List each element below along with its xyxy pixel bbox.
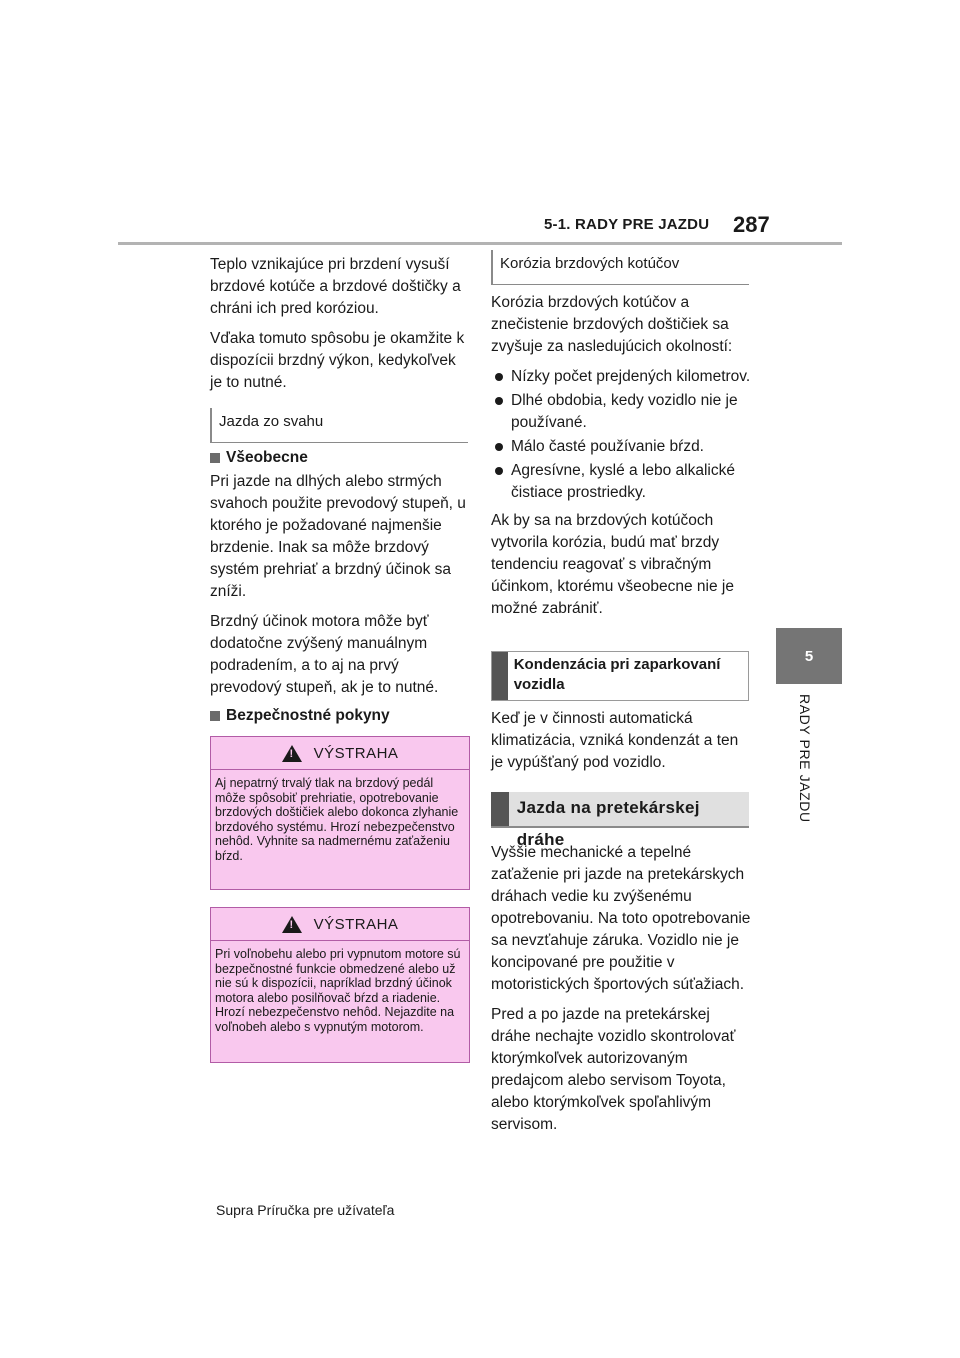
track-heading-label: Jazda na pretekárskej dráhe [516, 798, 700, 849]
condensation-paragraph: Keď je v činnosti automatická klimatizácia, vzniká kondenzát a ten je vypúšťaný pod vozidlo. [491, 710, 739, 771]
square-bullet-icon [210, 711, 220, 721]
warning-box-1 [210, 736, 470, 890]
corrosion-heading: Korózia brzdových kotúčov [491, 250, 749, 285]
page-number: 287 [733, 212, 770, 237]
track-heading-box [491, 792, 749, 849]
footer-text: Supra Príručka pre užívateľa [216, 1202, 395, 1218]
square-bullet-icon [210, 453, 220, 463]
track-section [491, 842, 751, 1144]
condensation-heading [491, 651, 749, 701]
condensation-heading-label: Kondenzácia pri zaparkovaní vozidla [513, 656, 721, 693]
general-paragraph-1: Pri jazde na dlhých alebo strmých svahoch použite prevodový stupeň, u ktorého je požadované najmenšie brzdenie. Inak sa môže brzdový systém prehriať a brzdný účinok sa zníži. [210, 473, 466, 600]
header-rule [118, 242, 842, 245]
warning-header-1 [211, 737, 469, 770]
general-paragraph-2: Brzdný účinok motora môže byť dodatočne zvýšený manuálnym podradením, a to aj na prvý prevodový stupeň, ak je to nutné. [210, 613, 439, 696]
track-paragraph-2: Pred a po jazde na pretekárskej dráhe nechajte vozidlo skontrolovať ktorýmkoľvek autorizovaným predajcom alebo servisom Toyota, alebo ktorýmkoľvek spoľahlivým servisom. [491, 1006, 736, 1133]
list-item: Dlhé obdobia, kedy vozidlo nie je používané. [491, 390, 751, 434]
corrosion-bullet-list [491, 366, 751, 504]
section-title: 5-1. RADY PRE JAZDU [544, 216, 710, 233]
warning-box-2 [210, 907, 470, 1063]
warning-triangle-icon: ! [282, 916, 302, 933]
warning-triangle-icon: ! [282, 745, 302, 762]
warning-text-1: Aj nepatrný trvalý tlak na brzdový pedál môže spôsobiť prehriatie, opotrebovanie brzdových doštičiek alebo dokonca zlyhanie brzdového systému. Hrozí nebezpečenstvo nehôd. Vyhnite sa nadmernému zaťaženiu bŕzd. [215, 776, 459, 863]
subheading-general-label: Všeobecne [226, 449, 308, 466]
subheading-general [210, 449, 470, 467]
descent-section [210, 449, 470, 729]
condensation-heading-box [491, 651, 749, 701]
list-item: Málo časté používanie bŕzd. [491, 436, 751, 458]
chapter-tab [776, 628, 842, 684]
list-item: Agresívne, kyslé a lebo alkalické čistiace prostriedky. [491, 460, 751, 504]
warning-header-2 [211, 908, 469, 941]
intro-paragraph-2: Vďaka tomuto spôsobu je okamžite k dispozícii brzdný výkon, kedykoľvek je to nutné. [210, 330, 465, 391]
condensation-section [491, 708, 751, 782]
corrosion-paragraph: Korózia brzdových kotúčov a znečistenie brzdových doštičiek sa zvyšuje za nasledujúcich okolností: [491, 294, 733, 355]
list-item: Nízky počet prejdených kilometrov. [491, 366, 751, 388]
chapter-number: 5 [804, 647, 814, 665]
corrosion-heading-box [491, 250, 749, 285]
descent-heading: Jazda zo svahu [210, 408, 468, 443]
warning-title-1: VÝSTRAHA [313, 744, 399, 762]
heading-bar [492, 652, 508, 700]
subheading-safety [210, 707, 470, 725]
corrosion-section [491, 292, 751, 628]
left-column [210, 254, 470, 402]
track-heading [491, 792, 749, 849]
subheading-safety-label: Bezpečnostné pokyny [226, 707, 390, 724]
corrosion-paragraph-2: Ak by sa na brzdových kotúčoch vytvorila korózia, budú mať brzdy tendenciu reagovať s vibračným účinkom, ktorému všeobecne nie je možné zabrániť. [491, 512, 734, 617]
warning-title-2: VÝSTRAHA [313, 915, 399, 933]
intro-paragraph-1: Teplo vznikajúce pri brzdení vysuší brzdové kotúče a brzdové doštičky a chráni ich pred koróziou. [210, 256, 461, 317]
descent-heading-box [210, 408, 468, 443]
track-paragraph-1: Vyššie mechanické a tepelné zaťaženie pri jazde na pretekárskych dráhach vedie ku zvýšenému opotrebovaniu. Na toto opotrebovanie sa nevzťahuje záruka. Vozidlo nie je koncipované pre použitie v motoristických športových súťažiach. [491, 844, 751, 993]
heading-bar [491, 792, 509, 826]
chapter-tab-label: RADY PRE JAZDU [797, 694, 813, 823]
warning-text-2: Pri voľnobehu alebo pri vypnutom motore sú bezpečnostné funkcie obmedzené alebo už nie sú k dispozícii, napríklad brzdný účinok motora alebo posilňovač bŕzd a riadenie. Hrozí nebezpečenstvo nehôd. Nejazdite na voľnobeh alebo s vypnutým motorom. [215, 947, 461, 1034]
